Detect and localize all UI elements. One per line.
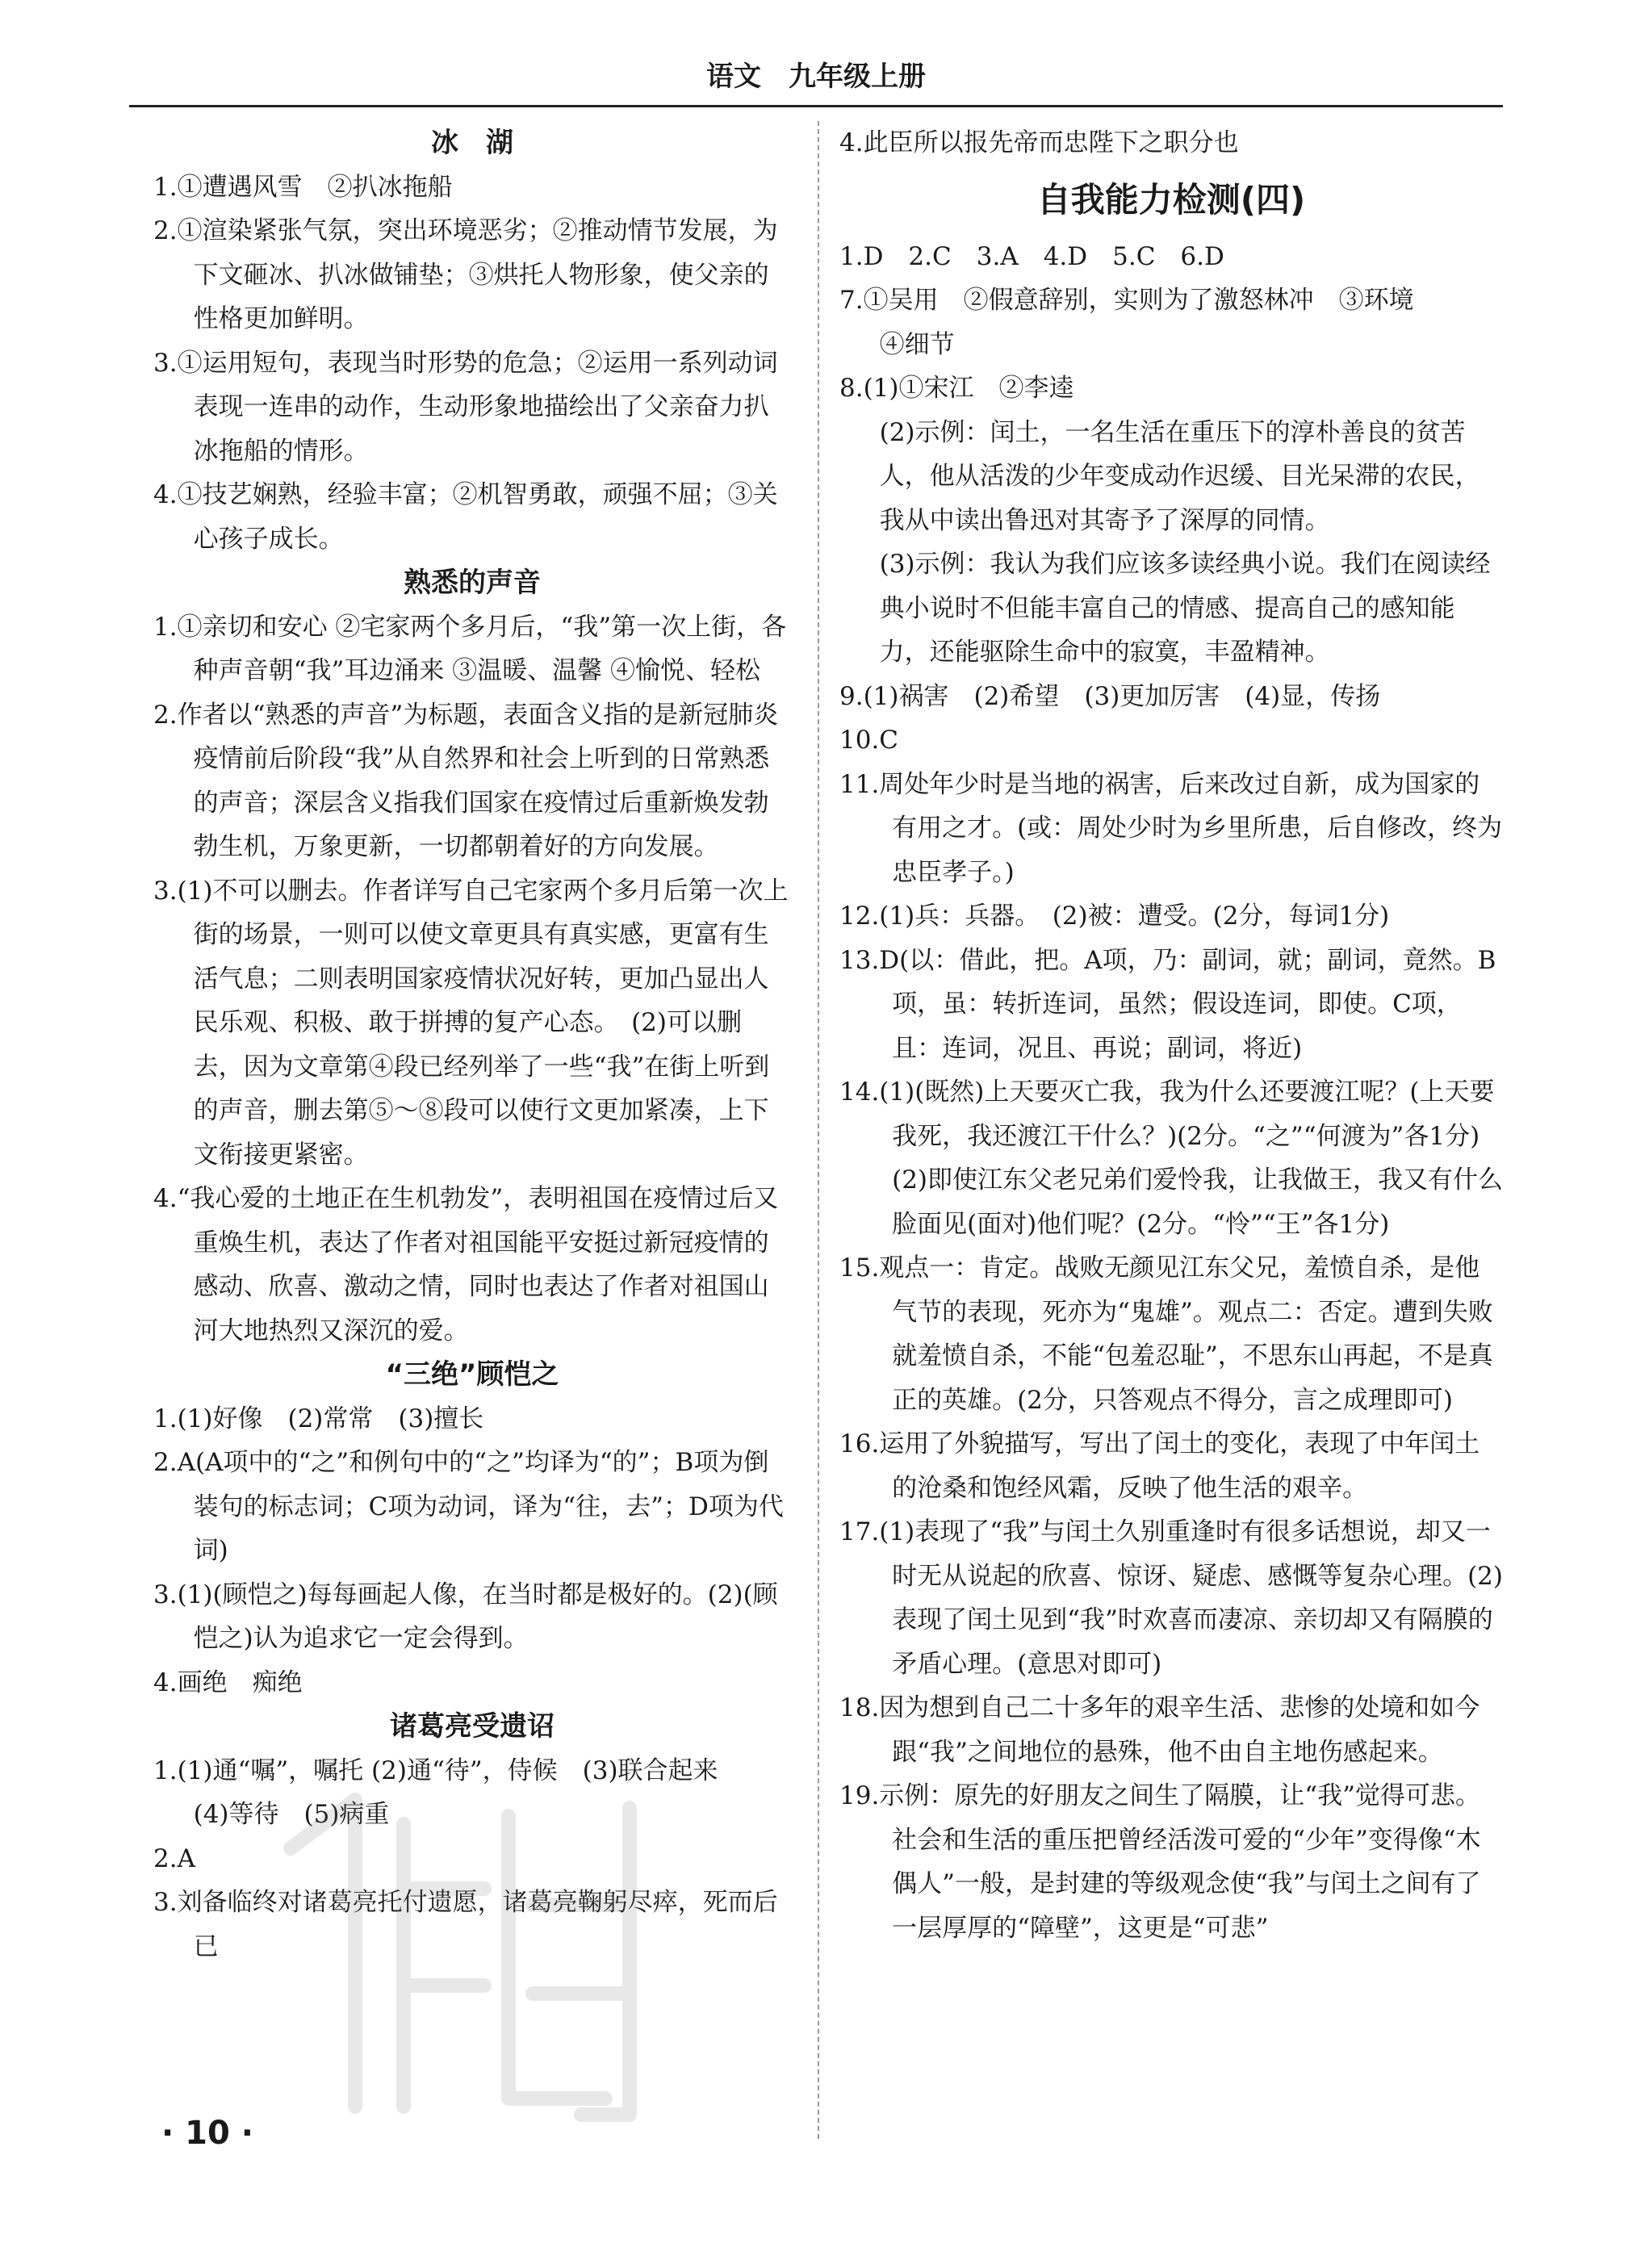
section-title-ice-lake: 冰 湖: [431, 127, 513, 159]
answer-item: 3.(1)(顾恺之)每每画起人像，在当时都是极好的。(2)(顾恺之)认为追求它一定会得到。: [153, 1580, 778, 1653]
answer-continuation: (4)等待 (5)病重: [193, 1800, 390, 1829]
answer-item: 1.①遭遇风雪 ②扒冰拖船: [153, 172, 453, 202]
answer-item: 4.①技艺娴熟，经验丰富；②机智勇敢，顽强不屈；③关心孩子成长。: [153, 480, 778, 554]
answer-item: 10.C: [839, 726, 899, 755]
answer-item: 1.①亲切和安心 ②宅家两个多月后，“我”第一次上街，各种声音朝“我”耳边涌来 ③温暖、温馨 ④愉悦、轻松: [153, 612, 787, 685]
answer-item: 4.“我心爱的土地正在生机勃发”，表明祖国在疫情过后又重焕生机，表达了作者对祖国能平安挺过新冠疫情的感动、欣喜、激动之情，同时也表达了作者对祖国山河大地热烈又深沉的爱。: [153, 1184, 779, 1345]
answer-item: 3.①运用短句，表现当时形势的危急；②运用一系列动词表现一连串的动作，生动形象地描绘出了父亲奋力扒冰拖船的情形。: [153, 348, 778, 466]
page-number: · 10 ·: [161, 2115, 253, 2152]
answer-item: 11.周处年少时是当地的祸害，后来改过自新，成为国家的有用之才。(或：周处少时为乡里所患，后自修改，终为忠臣孝子。): [839, 769, 1503, 887]
answer-item: 16.运用了外貌描写，写出了闰土的变化，表现了中年闰土的沧桑和饱经风霜，反映了他生活的艰辛。: [839, 1429, 1480, 1503]
answer-continuation: ④细节: [879, 329, 955, 359]
answer-item: 12.(1)兵：兵器。 (2)被：遭受。(2分，每词1分): [839, 902, 1390, 931]
answer-item: 2.①渲染紧张气氛，突出环境恶劣；②推动情节发展，为下文砸冰、扒冰做铺垫；③烘托人物形象，使父亲的性格更加鲜明。: [153, 216, 778, 333]
answer-item: 4.此臣所以报先帝而忠陛下之职分也: [839, 128, 1239, 157]
answer-item: 2.作者以“熟悉的声音”为标题，表面含义指的是新冠肺炎疫情前后阶段“我”从自然界和社会上听到的日常熟悉的声音；深层含义指我们国家在疫情过后重新焕发勃勃生机，万象更新，一切都朝着好的方向发展。: [153, 700, 779, 861]
page-header: [129, 48, 1503, 107]
answer-item: 15.观点一：肯定。战败无颜见江东父兄，羞愤自杀，是他气节的表现，死亦为“鬼雄”。观点二：否定。遭到失败就羞愤自杀，不能“包羞忍耻”，不思东山再起，不是真正的英雄。(2分，只答观点不得分，言之成理即可): [839, 1253, 1493, 1415]
answer-item: 9.(1)祸害 (2)希望 (3)更加厉害 (4)显，传扬: [839, 681, 1381, 711]
section-title-zhuge-liang: 诸葛亮受遗诏: [390, 1710, 555, 1743]
right-column: [839, 121, 1503, 1950]
answer-item: 19.示例：原先的好朋友之间生了隔膜，让“我”觉得可悲。社会和生活的重压把曾经活泼可爱的“少年”变得像“木偶人”一般，是封建的等级观念使“我”与闰土之间有了一层厚厚的“障壁”，这更是“可悲”: [839, 1781, 1481, 1943]
answer-item: 4.画绝 痴绝: [153, 1668, 303, 1697]
section-title-gu-kaizhi: “三绝”顾恺之: [385, 1358, 559, 1391]
answer-item: 1.(1)通“嘱”，嘱托 (2)通“待”，侍候 (3)联合起来: [153, 1755, 718, 1785]
column-divider: [818, 121, 819, 2139]
answer-item: 8.(1)①宋江 ②李逵: [839, 374, 1074, 403]
header-title: 语文 九年级上册: [706, 61, 926, 93]
answer-item: 17.(1)表现了“我”与闰土久别重逢时有很多话想说，却又一时无从说起的欣喜、惊讶、疑虑、感慨等复杂心理。(2)表现了闰土见到“我”时欢喜而凄凉、亲切却又有隔膜的矛盾心理。(意思对即可): [839, 1517, 1504, 1679]
answer-item: 1.D 2.C 3.A 4.D 5.C 6.D: [839, 241, 1224, 271]
answer-item: 18.因为想到自己二十多年的艰辛生活、悲惨的处境和如今跟“我”之间地位的悬殊，他不由自主地伤感起来。: [839, 1693, 1480, 1767]
answer-item: 7.①吴用 ②假意辞别，实则为了激怒林冲 ③环境: [839, 286, 1414, 315]
answer-item: 13.D(以：借此，把。A项，乃：副词，就；副词，竟然。B项，虽：转折连词，虽然；假设连词，即使。C项，且：连词，况且、再说；副词，将近): [839, 945, 1496, 1063]
section-title-familiar-sound: 熟悉的声音: [404, 567, 541, 599]
answer-item: 3.(1)不可以删去。作者详写自己宅家两个多月后第一次上街的场景，一则可以使文章更具有真实感，更富有生活气息；二则表明国家疫情状况好转，更加凸显出人民乐观、积极、敢于拼搏的复产心态。 (2)可以删去，因为文章第④段已经列举了一些“我”在街上听到的声音，删去第⑤～⑧段可以使行文更加紧凑，上下文衔接更紧密。: [153, 876, 789, 1170]
answer-item: 1.(1)好像 (2)常常 (3)擅长: [153, 1404, 484, 1433]
left-column: [153, 121, 791, 1969]
section-title-self-test: 自我能力检测(四): [1036, 179, 1306, 220]
answer-item: 14.(1)(既然)上天要灭亡我，我为什么还要渡江呢？(上天要我死，我还渡江干什么？)(2分。“之”“何渡为”各1分) (2)即使江东父老兄弟们爱怜我，让我做王，我又有什么脸面见(面对)他们呢？(2分。“怜”“王”各1分): [839, 1078, 1505, 1239]
answer-item: 3.刘备临终对诸葛亮托付遗愿，诸葛亮鞠躬尽瘁，死而后已: [153, 1888, 778, 1961]
answer-subitem: (3)示例：我认为我们应该多读经典小说。我们在阅读经典小说时不但能丰富自己的情感、提高自己的感知能力，还能驱除生命中的寂寞，丰盈精神。: [879, 550, 1491, 667]
answer-item: 2.A(A项中的“之”和例句中的“之”均译为“的”；B项为倒装句的标志词；C项为动词，译为“往，去”；D项为代词): [153, 1448, 784, 1565]
answer-item: 2.A: [153, 1843, 195, 1873]
answer-subitem: (2)示例：闰土，一名生活在重压下的淳朴善良的贫苦人，他从活泼的少年变成动作迟缓、目光呆滞的农民，我从中读出鲁迅对其寄予了深厚的同情。: [879, 417, 1480, 535]
